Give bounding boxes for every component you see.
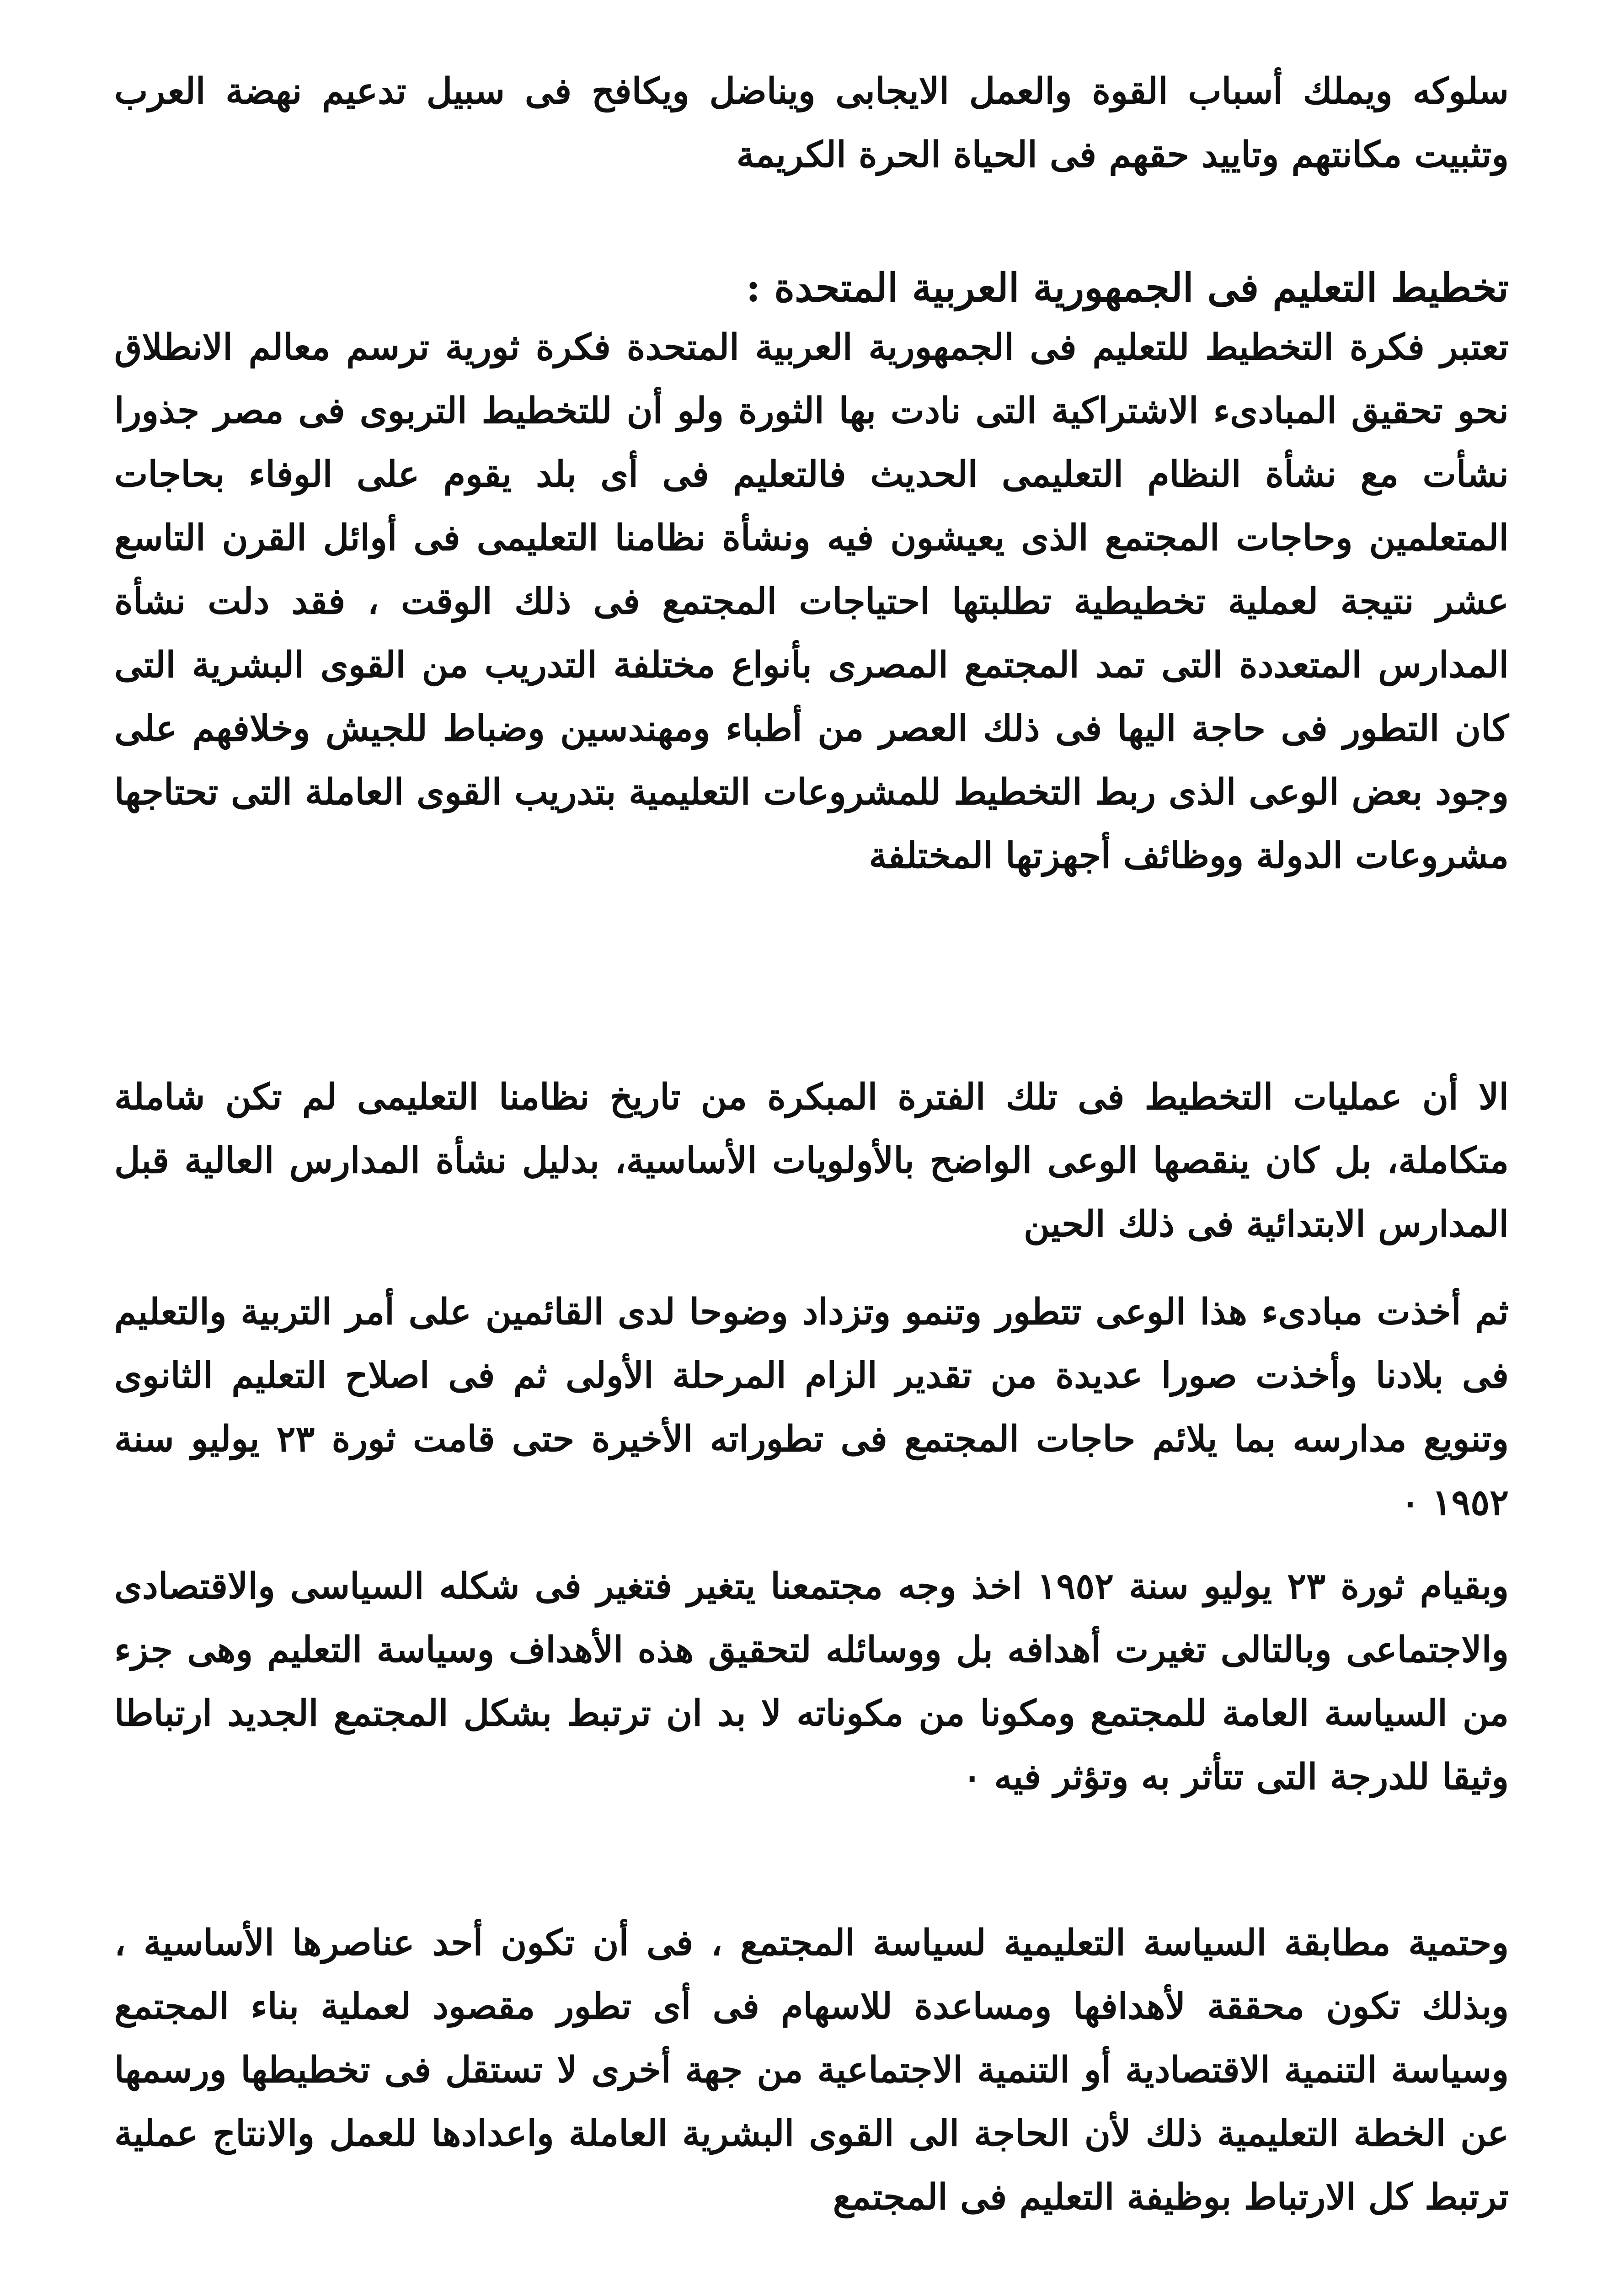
paragraph-1-text: تعتبر فكرة التخطيط للتعليم فى الجمهورية العربية المتحدة فكرة ثورية ترسم معالم الانطلاق نحو تحقيق المبادىء الاشتراكية التى نادت بها الثورة ولو أن للتخطيط التربوى فى مصر جذورا نشأت مع نشأة النظام التعليمى الحديث فالتعليم فى أى بلد يقوم على الوفاء بحاجات المتعلمين وحاجات المجتمع الذى يعيشون فيه ونشأة نظامنا التعليمى فى أوائل القرن التاسع عشر نتيجة لعملية تخطيطية تطلبتها احتياجات المجتمع فى ذلك الوقت ، فقد دلت نشأة المدارس المتعددة التى تمد المجتمع المصرى بأنواع مختلفة التدريب من القوى البشرية التى كان التطور فى حاجة اليها فى ذلك العصر من أطباء ومهندسين وضباط للجيش وخلافهم على وجود بعض الوعى الذى ربط التخطيط للمشروعات التعليمية بتدريب القوى العاملة التى تحتاجها مشروعات الدولة ووظائف أجهزتها المختلفة [114, 326, 1509, 876]
paragraph-4 [114, 1554, 1509, 1809]
paragraph-2-text: الا أن عمليات التخطيط فى تلك الفترة المبكرة من تاريخ نظامنا التعليمى لم تكن شاملة متكاملة، بل كان ينقصها الوعى الواضح بالأولويات الأساسية، بدليل نشأة المدارس العالية قبل المدارس الابتدائية فى ذلك الحين [114, 1076, 1509, 1245]
intro-paragraph [114, 59, 1509, 187]
paragraph-2 [114, 1065, 1509, 1256]
paragraph-3 [114, 1280, 1509, 1534]
paragraph-1 [114, 315, 1509, 887]
intro-text: سلوكه ويملك أسباب القوة والعمل الايجابى ويناضل ويكافح فى سبيل تدعيم نهضة العرب وتثبيت مكانتهم وتاييد حقهم فى الحياة الحرة الكريمة [114, 70, 1509, 176]
paragraph-4-text: فتغير فى شكله السياسى والاقتصادى والاجتماعى وبالتالى تغيرت أهدافه بل ووسائله لتحقيق هذه الأهداف وسياسة التعليم وهى جزء من السياسة العامة للمجتمع ومكونا من مكوناته لا بد ان ترتبط بشكل المجتمع الجديد ارتباطا وثيقا للدرجة التى تتأثر به وتؤثر فيه ٠ [114, 1565, 1509, 1798]
paragraph-3-text: ثم أخذت مبادىء هذا الوعى تتطور وتنمو وتزداد وضوحا لدى القائمين على أمر التربية والتعليم فى بلادنا وأخذت صورا عديدة من تقدير الزام المرحلة الأولى ثم فى اصلاح التعليم الثانوى وتنويع مدارسه بما يلائم حاجات المجتمع فى تطوراته الأخيرة حتى قامت ثورة ٢٣ يوليو سنة ١٩٥٢ ٠ [114, 1291, 1509, 1523]
paragraph-5 [114, 1911, 1509, 2229]
paragraph-4-lead: وبقيام ثورة ٢٣ يوليو سنة ١٩٥٢ اخذ وجه مجتمعنا يتغير [687, 1565, 1509, 1607]
paragraph-5-lead: وحتمية مطابقة السياسة التعليمية لسياسة المجتمع [740, 1922, 1509, 1964]
paragraph-5-text: ، فى أن تكون أحد عناصرها الأساسية ، وبذلك تكون محققة لأهدافها ومساعدة للاسهام فى أى تطور مقصود لعملية بناء المجتمع وسياسة التنمية الاقتصادية أو التنمية الاجتماعية من جهة أخرى لا تستقل فى تخطيطها ورسمها عن الخطة التعليمية ذلك لأن الحاجة الى القوى البشرية العاملة واعدادها للعمل والانتاج عملية ترتبط كل الارتباط بوظيفة التعليم فى المجتمع [114, 1922, 1509, 2218]
section-heading: تخطيط التعليم فى الجمهورية العربية المتحدة : [746, 265, 1509, 311]
